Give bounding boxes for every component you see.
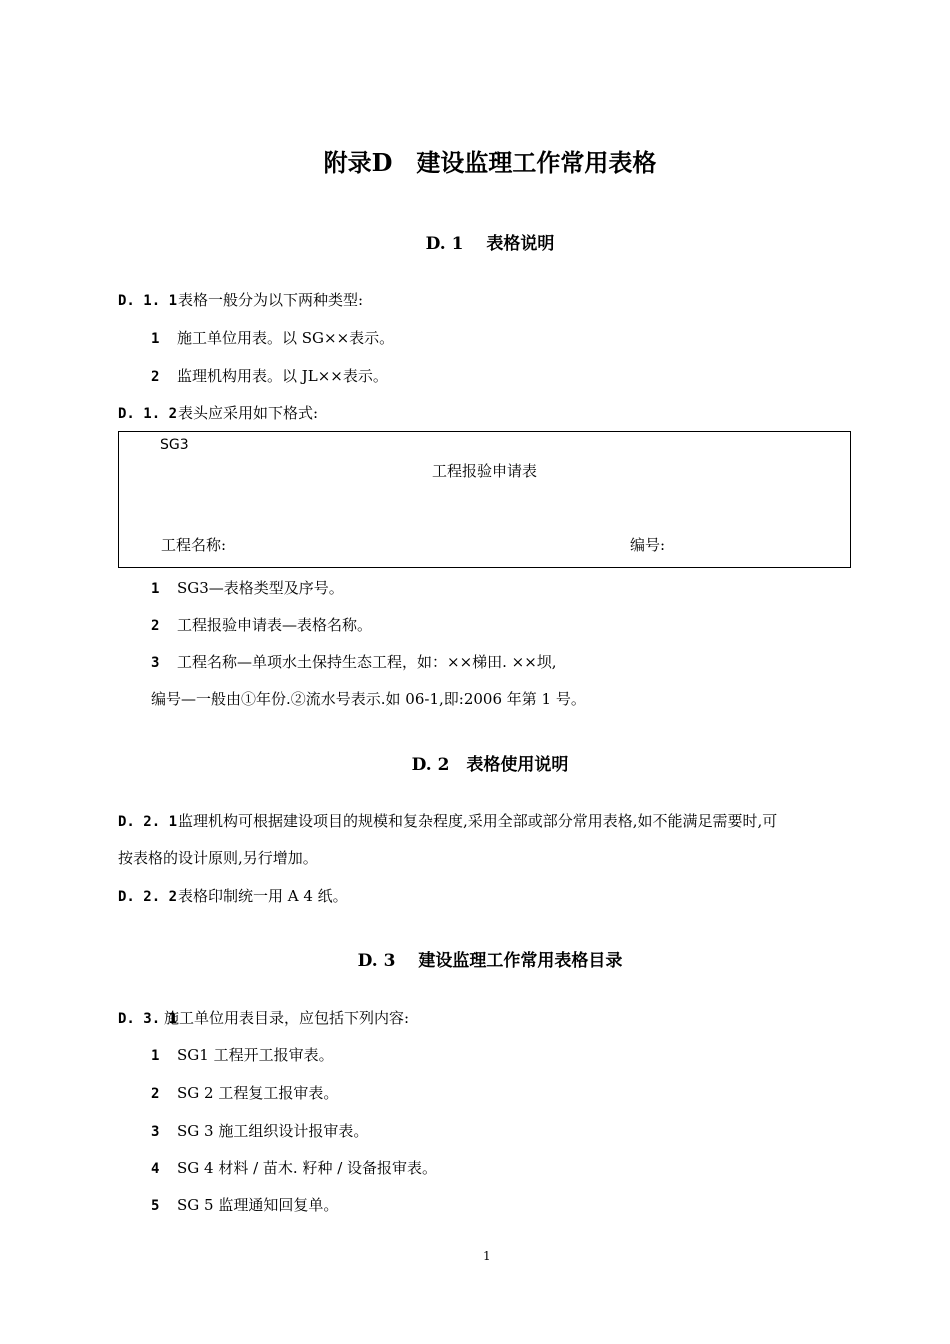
clause-number: D. 2. 2	[118, 889, 178, 905]
clause-text: 表格印制统一用 A 4 纸。	[178, 887, 348, 905]
list-item	[151, 578, 344, 599]
list-item	[151, 615, 372, 636]
paragraph-d-3-1	[118, 1008, 409, 1029]
header-format-example	[118, 431, 851, 568]
item-text: SG 4 材料 / 苗木. 籽种 / 设备报审表。	[177, 1159, 438, 1177]
serial-number-label: 编号:	[630, 536, 666, 554]
clause-text: 表头应采用如下格式:	[178, 404, 319, 422]
item-number: 2	[151, 369, 160, 385]
form-code: SG3	[160, 437, 189, 453]
clause-text: 表格一般分为以下两种类型:	[178, 291, 364, 309]
note-text: 编号—一般由①年份.②流水号表示.如 06-1,即:2006 年第 1 号。	[151, 690, 586, 708]
item-number: 1	[151, 581, 160, 597]
item-text: SG1 工程开工报审表。	[177, 1046, 334, 1064]
item-number: 3	[151, 655, 160, 671]
page-title: 附录D 建设监理工作常用表格	[323, 148, 657, 177]
item-text: 工程名称—单项水土保持生态工程，如：××梯田. ××坝,	[177, 653, 557, 671]
item-text: SG 5 监理通知回复单。	[177, 1196, 339, 1214]
section-heading-d1: D. 1 表格说明	[425, 234, 555, 254]
item-text: 监理机构用表。以 JL××表示。	[177, 367, 388, 385]
item-text: 工程报验申请表—表格名称。	[177, 616, 373, 634]
clause-text: 监理机构可根据建设项目的规模和复杂程度,采用全部或部分常用表格,如不能满足需要时,可	[178, 812, 778, 830]
list-item	[151, 652, 557, 673]
form-name: 工程报验申请表	[431, 462, 537, 480]
item-number: 2	[151, 618, 160, 634]
list-item	[151, 1045, 334, 1066]
list-item	[151, 328, 394, 349]
clause-number: D. 1. 1	[118, 293, 178, 309]
paragraph-continuation: 按表格的设计原则,另行增加。	[118, 849, 318, 867]
list-item	[151, 1195, 338, 1216]
paragraph-d-1-2	[118, 403, 318, 424]
item-text: SG 3 施工组织设计报审表。	[177, 1122, 369, 1140]
section-heading-d2: D. 2 表格使用说明	[411, 755, 569, 775]
item-number: 4	[151, 1161, 160, 1177]
item-number: 1	[151, 1048, 160, 1064]
item-text: SG3—表格类型及序号。	[177, 579, 344, 597]
page-number: 1	[483, 1249, 491, 1263]
item-text: SG 2 工程复工报审表。	[177, 1084, 339, 1102]
clause-text: 施工单位用表目录，应包括下列内容:	[164, 1009, 410, 1027]
item-number: 3	[151, 1124, 160, 1140]
clause-number: D. 3. 1	[118, 1011, 178, 1027]
item-number: 5	[151, 1198, 160, 1214]
clause-number: D. 1. 2	[118, 406, 178, 422]
paragraph-d-2-1	[118, 811, 777, 832]
list-item	[151, 366, 388, 387]
paragraph-d-1-1	[118, 290, 363, 311]
list-item	[151, 1121, 368, 1142]
list-item	[151, 1083, 338, 1104]
item-number: 2	[151, 1086, 160, 1102]
item-number: 1	[151, 331, 160, 347]
list-item	[151, 1158, 437, 1179]
item-text: 施工单位用表。以 SG××表示。	[177, 329, 395, 347]
paragraph-d-2-2	[118, 886, 348, 907]
project-name-label: 工程名称:	[161, 536, 227, 554]
clause-number: D. 2. 1	[118, 814, 178, 830]
section-heading-d3: D. 3 建设监理工作常用表格目录	[357, 951, 623, 971]
